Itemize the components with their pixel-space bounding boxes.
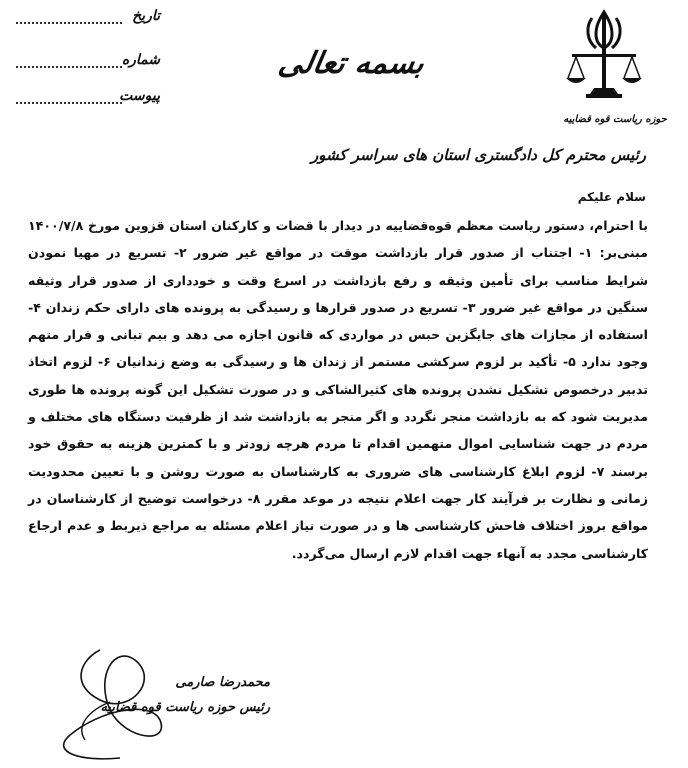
attachment-label: پیوست bbox=[119, 88, 160, 104]
attachment-dotted-line bbox=[16, 102, 122, 104]
letter-greeting: سلام علیکم bbox=[577, 190, 646, 204]
number-dotted-line bbox=[16, 66, 122, 68]
number-label: شماره bbox=[121, 52, 160, 68]
date-line bbox=[16, 8, 166, 30]
judiciary-emblem-icon bbox=[566, 8, 642, 108]
letter-recipient: رئیس محترم کل دادگستری استان های سراسر کشور bbox=[311, 146, 646, 164]
date-dotted-line bbox=[16, 22, 122, 24]
bismillah-heading: بسمه تعالی bbox=[275, 46, 427, 81]
signatory-name: محمدرضا صارمی bbox=[175, 675, 270, 690]
signatory-title: رئیس حوزه ریاست قوه قضاییه bbox=[100, 700, 270, 715]
attachment-line bbox=[16, 88, 166, 110]
letter-body: با احترام، دستور ریاست معظم قوه‌قضاییه در دیدار با قضات و کارکنان استان قزوین مورخ ۱۴۰۰/۷/۸ مبنی‌بر: ۱- اجتناب از صدور قرار بازداشت موقت در مواقع غیر ضرور ۲- تسریع در مهیا نمودن شرایط مناسب برای تأمین وثیقه و رفع بازداشت در اسرع وقت و خودداری از صدور قرار وثیقه سنگین در مواقع غیر ضرور ۳- تسریع در صدور قرارها و رسیدگی به پرونده های دارای حکم زندان ۴- استفاده از مجازات های جایگزین حبس در مواردی که قانون اجازه می دهد و بیم تبانی و فرار متهم وجود ندارد ۵- تأکید بر لزوم سرکشی مستمر از زندان ها و رسیدگی به وضع زندانیان ۶- لزوم اتخاذ تدبیر درخصوص تشکیل نشدن پرونده های کثیرالشاکی و در صورت تشکیل این گونه پرونده ها طوری مدیریت شود که به بازداشت منجر نگردد و اگر منجر به بازداشت شد از ظرفیت دستگاه های مختلف و مردم در جهت شناسایی اموال متهمین اقدام تا مردم هرچه زودتر و با کمترین هزینه به حقوق خود برسند ۷- لزوم ابلاغ کارشناسی های ضروری به کارشناسان به صورت روشن و با تعیین محدودیت زمانی و نظارت بر فرآیند کار جهت اعلام نتیجه در موعد مقرر ۸- درخواست توضیح از کارشناسان در مواقع بروز اختلاف فاحش کارشناسی ها و در صورت نیاز اعلام مسئله به مراجع ذیربط و عدم ارجاع کارشناسی مجدد به آنهاء جهت اقدام لازم ارسال می‌گردد. bbox=[28, 218, 648, 561]
date-label: تاریخ bbox=[132, 8, 160, 24]
number-line bbox=[16, 52, 166, 74]
emblem-caption: حوزه ریاست قوه قضاییه bbox=[563, 114, 667, 125]
